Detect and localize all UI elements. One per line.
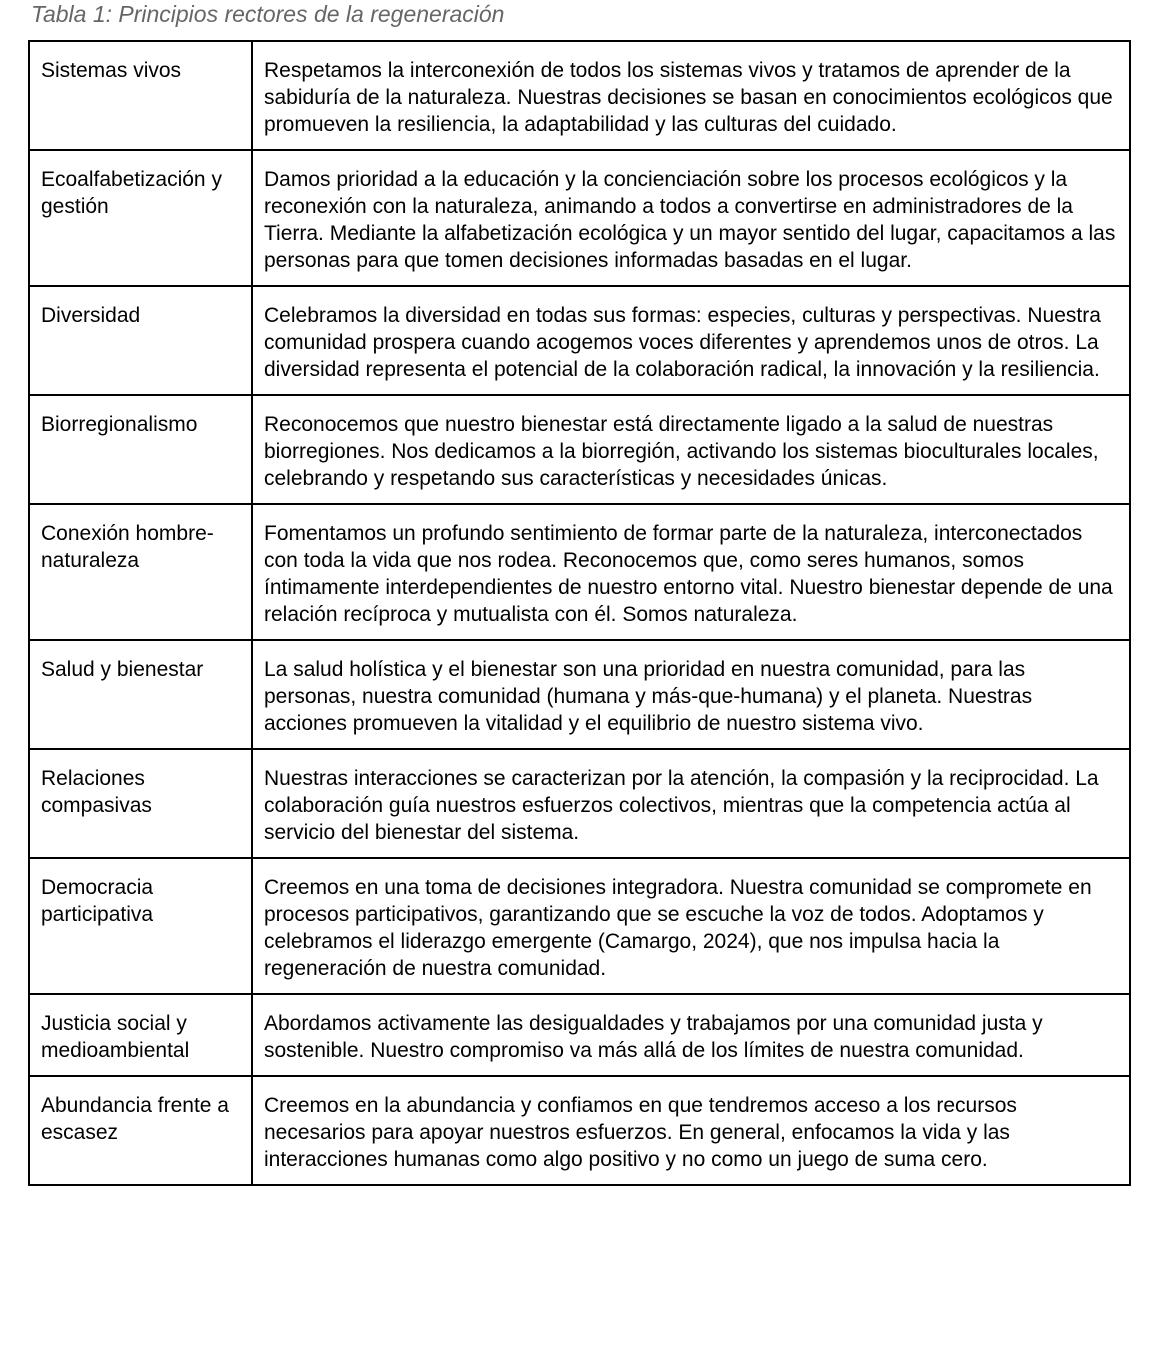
description-cell: Creemos en la abundancia y confiamos en que tendremos acceso a los recursos necesarios para apoyar nuestros esfuerzos. En general, enfocamos la vida y las interacciones humanas como algo positivo y no como un juego de suma cero. — [252, 1076, 1130, 1185]
principle-cell: Diversidad — [29, 286, 252, 395]
principle-cell: Relaciones compasivas — [29, 749, 252, 858]
description-cell: Reconocemos que nuestro bienestar está directamente ligado a la salud de nuestras biorregiones. Nos dedicamos a la biorregión, activando los sistemas bioculturales locales, celebrando y respetando sus características y necesidades únicas. — [252, 395, 1130, 504]
principle-cell: Biorregionalismo — [29, 395, 252, 504]
description-cell: Fomentamos un profundo sentimiento de formar parte de la naturaleza, interconectados con toda la vida que nos rodea. Reconocemos que, como seres humanos, somos íntimamente interdependientes de nuestro entorno vital. Nuestro bienestar depende de una relación recíproca y mutualista con él. Somos naturaleza. — [252, 504, 1130, 640]
description-cell: Respetamos la interconexión de todos los sistemas vivos y tratamos de aprender de la sabiduría de la naturaleza. Nuestras decisiones se basan en conocimientos ecológicos que promueven la resiliencia, la adaptabilidad y las culturas del cuidado. — [252, 41, 1130, 150]
description-cell: Damos prioridad a la educación y la concienciación sobre los procesos ecológicos y la reconexión con la naturaleza, animando a todos a convertirse en administradores de la Tierra. Mediante la alfabetización ecológica y un mayor sentido del lugar, capacitamos a las personas para que tomen decisiones informadas basadas en el lugar. — [252, 150, 1130, 286]
description-cell: La salud holística y el bienestar son una prioridad en nuestra comunidad, para las personas, nuestra comunidad (humana y más-que-humana) y el planeta. Nuestras acciones promueven la vitalidad y el equilibrio de nuestro sistema vivo. — [252, 640, 1130, 749]
principles-table — [28, 40, 1131, 1186]
table-row — [29, 150, 1130, 286]
principle-cell: Ecoalfabetización y gestión — [29, 150, 252, 286]
description-cell: Nuestras interacciones se caracterizan por la atención, la compasión y la reciprocidad. La colaboración guía nuestros esfuerzos colectivos, mientras que la competencia actúa al servicio del bienestar del sistema. — [252, 749, 1130, 858]
principle-cell: Conexión hombre-naturaleza — [29, 504, 252, 640]
table-row — [29, 640, 1130, 749]
principle-cell: Abundancia frente a escasez — [29, 1076, 252, 1185]
description-cell: Creemos en una toma de decisiones integradora. Nuestra comunidad se compromete en procesos participativos, garantizando que se escuche la voz de todos. Adoptamos y celebramos el liderazgo emergente (Camargo, 2024), que nos impulsa hacia la regeneración de nuestra comunidad. — [252, 858, 1130, 994]
table-row — [29, 1076, 1130, 1185]
description-cell: Celebramos la diversidad en todas sus formas: especies, culturas y perspectivas. Nuestra comunidad prospera cuando acogemos voces diferentes y aprendemos unos de otros. La diversidad representa el potencial de la colaboración radical, la innovación y la resiliencia. — [252, 286, 1130, 395]
description-cell: Abordamos activamente las desigualdades y trabajamos por una comunidad justa y sostenible. Nuestro compromiso va más allá de los límites de nuestra comunidad. — [252, 994, 1130, 1076]
principle-cell: Salud y bienestar — [29, 640, 252, 749]
principle-cell: Sistemas vivos — [29, 41, 252, 150]
table-row — [29, 858, 1130, 994]
table-caption: Tabla 1: Principios rectores de la regeneración — [31, 1, 505, 27]
table-row — [29, 286, 1130, 395]
table-row — [29, 504, 1130, 640]
table-row — [29, 994, 1130, 1076]
table-row — [29, 41, 1130, 150]
principle-cell: Democracia participativa — [29, 858, 252, 994]
principle-cell: Justicia social y medioambiental — [29, 994, 252, 1076]
table-row — [29, 395, 1130, 504]
table-row — [29, 749, 1130, 858]
